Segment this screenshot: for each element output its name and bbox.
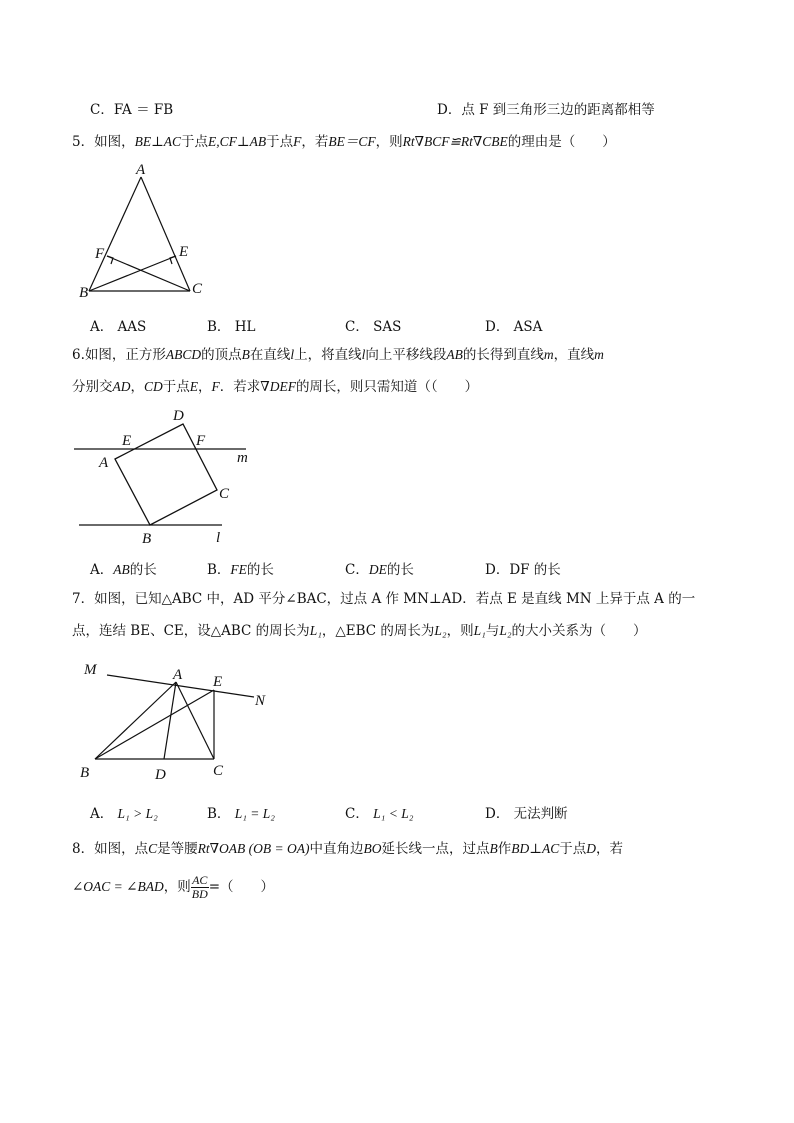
q8-fraction: $\frac{AC}{BD}$: [191, 873, 208, 901]
q6-option-a: A．AB的长: [90, 562, 157, 578]
q5-label-f: F: [95, 246, 105, 262]
q7-label-e: E: [213, 674, 223, 690]
q6-label-b: B: [142, 531, 152, 547]
q7-label-n: N: [255, 693, 266, 709]
q4-option-d: D．点 F 到三角形三边的距离都相等: [437, 102, 655, 118]
q6-option-b: B．FE的长: [207, 562, 274, 578]
q6-label-a: A: [99, 455, 109, 471]
q5-label-c: C: [192, 281, 203, 297]
q6-label-d: D: [173, 408, 184, 424]
q7-option-c: C． L₁ < L₂: [345, 806, 414, 822]
q7-option-d: D． 无法判断: [485, 806, 568, 822]
q6-option-c: C．DE的长: [345, 562, 414, 578]
q7-label-d: D: [155, 767, 166, 783]
q7-stem-line2: 点，连结 BE、CE，设△ABC 的周长为L₁，△EBC 的周长为L₂，则L₁与L₂的大小关系为（ ）: [72, 623, 647, 639]
q6-option-d: D．DF 的长: [485, 562, 561, 578]
q7-label-b: B: [80, 765, 90, 781]
q5-label-b: B: [79, 285, 89, 301]
q6-label-c: C: [219, 486, 230, 502]
q5-option-d: D． ASA: [485, 319, 543, 335]
q6-stem-line2: 分别交AD，CD于点E，F．若求∇DEF的周长，则只需知道（（ ）: [72, 379, 479, 395]
q5-label-a: A: [136, 162, 146, 178]
q7-label-c: C: [213, 763, 224, 779]
q8-stem-line1: 8．如图，点C是等腰Rt∇OAB (OB = OA)中直角边BO延长线一点，过点B作BD⊥AC于点D，若: [72, 841, 623, 857]
q7-option-a: A． L₁ > L₂: [90, 806, 158, 822]
q5-option-b: B． HL: [207, 319, 256, 335]
q5-option-c: C． SAS: [345, 319, 402, 335]
q6-label-l: l: [216, 530, 221, 546]
q6-stem-line1: 6.如图，正方形ABCD的顶点B在直线l上，将直线l向上平移线段AB的长得到直线m，直线m: [72, 347, 604, 363]
q6-label-m: m: [237, 450, 248, 466]
q7-stem-line1: 7．如图，已知△ABC 中，AD 平分∠BAC，过点 A 作 MN⊥AD．若点 E 是直线 MN 上异于点 A 的一: [72, 591, 696, 607]
q7-option-b: B． L₁ = L₂: [207, 806, 275, 822]
q4-option-c: C．FA ＝ FB: [90, 102, 174, 118]
q7-label-a: A: [173, 667, 183, 683]
q8-stem-line2: ∠OAC = ∠BAD，则 $\frac{AC}{BD}$ =（ ）: [72, 873, 275, 901]
q5-option-a: A． AAS: [90, 319, 147, 335]
q5-label-e: E: [179, 244, 189, 260]
q6-label-e: E: [122, 433, 132, 449]
q5-stem: 5．如图，BE⊥AC于点E,CF⊥AB于点F，若BE＝CF，则Rt∇BCF≌Rt∇CBE的理由是（ ）: [72, 134, 616, 150]
q6-label-f: F: [196, 433, 206, 449]
q7-label-m: M: [84, 662, 97, 678]
